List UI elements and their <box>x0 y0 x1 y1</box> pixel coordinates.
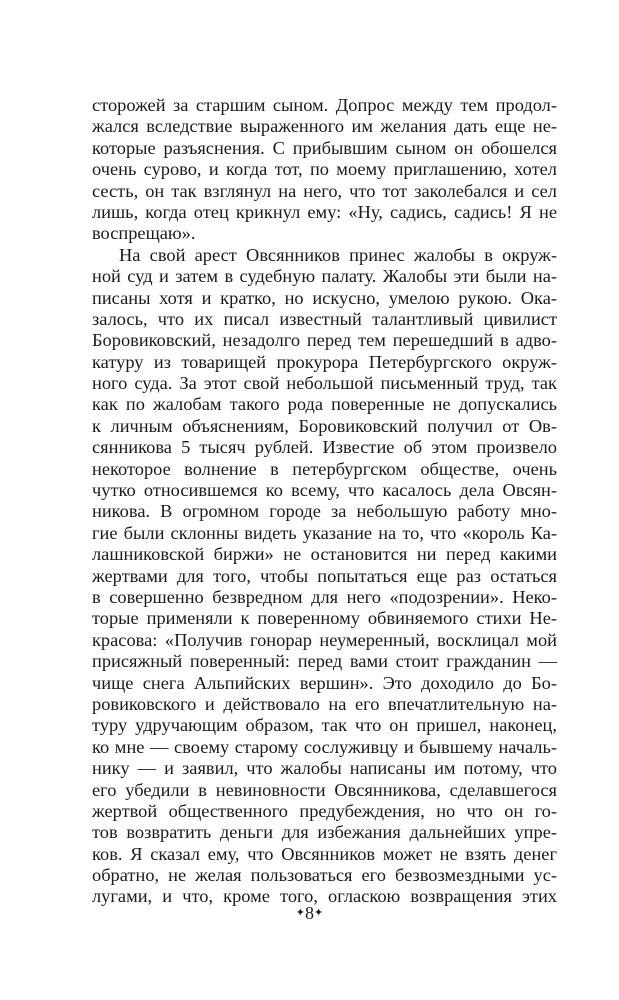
text-line: На свой арест Овсянников принес жалобы в окруж- <box>119 244 557 265</box>
text-line: которые разъяснения. С прибывшим сыном он обошелся <box>92 137 557 158</box>
text-line: красова: «Получив гонорар неумеренный, восклицал мой <box>92 629 557 650</box>
text-line: торые применяли к поверенному обвиняемого стихи Не- <box>92 608 557 629</box>
text-line: писаны хотя и кратко, но искусно, умелою рукою. Ока- <box>92 287 557 308</box>
text-line: присяжный поверенный: перед вами стоит гражданин — <box>92 651 557 672</box>
text-line: гие были склонны видеть указание на то, что «король Ка- <box>92 522 557 543</box>
text-line: сянникова 5 тысяч рублей. Известие об этом произвело <box>92 437 557 458</box>
text-line: воспрещаю». <box>92 223 196 244</box>
text-line: лугами, и что, кроме того, огласкою возвращения этих <box>92 886 557 907</box>
ornament-diamond-icon: ✦ <box>314 907 324 919</box>
text-line: нику — и заявил, что жалобы написаны им потому, что <box>92 758 557 779</box>
text-line: очень сурово, и когда тот, по моему приглашению, хотел <box>92 159 557 180</box>
text-line: жертвой общественного предубеждения, но что он го- <box>92 800 557 821</box>
text-line: некоторое волнение в петербургском обществе, очень <box>92 458 557 479</box>
text-line: его убедили в невиновности Овсянникова, сделавшегося <box>92 779 557 800</box>
text-line: в совершенно безвредном для него «подозрении». Неко- <box>92 586 557 607</box>
text-line: чутко относившемся ко всему, что касалось дела Овсян- <box>92 480 557 501</box>
text-line: Боровиковский, незадолго перед тем перешедший в адво- <box>92 330 557 351</box>
paragraph-1 <box>92 95 557 245</box>
text-line: жался вследствие выраженного им желания дать еще не- <box>92 116 557 137</box>
text-line: лишь, когда отец крикнул ему: «Ну, садись, садись! Я не <box>92 201 557 222</box>
text-line: сесть, он так взглянул на него, что тот заколебался и сел <box>92 180 557 201</box>
text-line: к личным объяснениям, Боровиковский получил от Ов- <box>92 415 557 436</box>
text-line: чище снега Альпийских вершин». Это доходило до Бо- <box>92 672 557 693</box>
text-line: ко мне — своему старому сослуживцу и бывшему началь- <box>92 736 557 757</box>
text-line: туру удручающим образом, так что он пришел, наконец, <box>92 715 557 736</box>
text-line: ной суд и затем в судебную палату. Жалобы эти были на- <box>92 266 557 287</box>
text-line: ного суда. За этот свой небольшой письменный труд, так <box>92 373 557 394</box>
text-line: никова. В огромном городе за небольшую работу мно- <box>92 501 557 522</box>
ornament-diamond-icon: ✦ <box>295 907 305 919</box>
text-line: сторожей за старшим сыном. Допрос между тем продол- <box>92 95 557 115</box>
text-line: ков. Я сказал ему, что Овсянников может не взять денег <box>92 843 557 864</box>
text-line: как по жалобам такого рода поверенные не допускались <box>92 394 557 415</box>
text-line: лашниковской биржи» не остановится ни перед какими <box>92 544 557 565</box>
text-line: обратно, не желая пользоваться его безвозмездными ус- <box>92 865 557 886</box>
text-line: катуру из товарищей прокурора Петербургского окруж- <box>92 351 557 372</box>
text-line: залось, что их писал известный талантливый цивилист <box>92 308 557 329</box>
page-number: 8 <box>305 903 314 923</box>
page-body <box>92 95 557 908</box>
paragraph-2 <box>92 245 557 908</box>
page-number-footer <box>0 903 619 924</box>
text-line: жертвами для того, чтобы попытаться еще раз остаться <box>92 565 557 586</box>
text-line: ровиковского и действовало на его впечатлительную на- <box>92 693 557 714</box>
text-line: тов возвратить деньги для избежания дальнейших упре- <box>92 822 557 843</box>
